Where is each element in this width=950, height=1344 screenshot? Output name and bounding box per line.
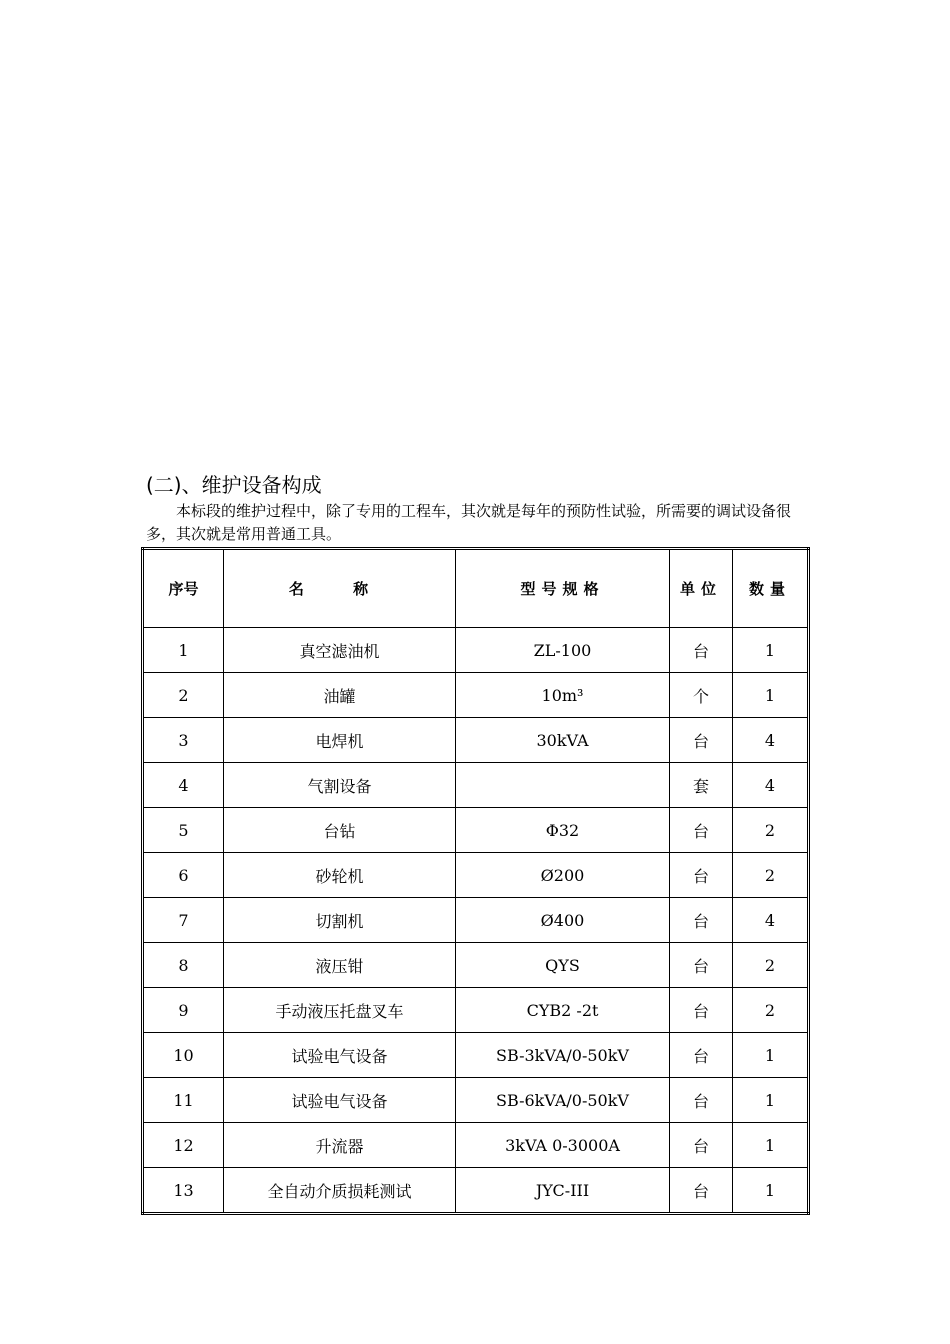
cell-name: 切割机 (224, 898, 456, 943)
cell-index: 8 (143, 943, 224, 988)
cell-quantity: 4 (733, 898, 809, 943)
cell-name: 气割设备 (224, 763, 456, 808)
table-row (143, 943, 809, 988)
table-row (143, 763, 809, 808)
cell-name: 台钻 (224, 808, 456, 853)
cell-quantity: 1 (733, 1033, 809, 1078)
cell-quantity: 1 (733, 1078, 809, 1123)
cell-quantity: 2 (733, 943, 809, 988)
table-row (143, 1078, 809, 1123)
cell-unit: 台 (670, 628, 733, 673)
section-heading: (二)、维护设备构成 (146, 473, 322, 497)
cell-unit: 台 (670, 943, 733, 988)
cell-quantity: 4 (733, 763, 809, 808)
cell-name: 手动液压托盘叉车 (224, 988, 456, 1033)
table-row (143, 1033, 809, 1078)
cell-spec: JYC-III (456, 1168, 670, 1214)
cell-name: 试验电气设备 (224, 1078, 456, 1123)
cell-quantity: 1 (733, 1168, 809, 1214)
cell-quantity: 2 (733, 853, 809, 898)
table-row (143, 1123, 809, 1168)
cell-spec: 10m³ (456, 673, 670, 718)
cell-name: 油罐 (224, 673, 456, 718)
table-row (143, 628, 809, 673)
cell-spec: 3kVA 0-3000A (456, 1123, 670, 1168)
cell-name: 电焊机 (224, 718, 456, 763)
cell-quantity: 2 (733, 988, 809, 1033)
cell-unit: 台 (670, 718, 733, 763)
cell-unit: 台 (670, 808, 733, 853)
cell-spec: 30kVA (456, 718, 670, 763)
cell-index: 3 (143, 718, 224, 763)
cell-index: 12 (143, 1123, 224, 1168)
cell-spec: Φ32 (456, 808, 670, 853)
cell-quantity: 1 (733, 673, 809, 718)
cell-quantity: 4 (733, 718, 809, 763)
cell-unit: 台 (670, 988, 733, 1033)
cell-index: 10 (143, 1033, 224, 1078)
cell-index: 2 (143, 673, 224, 718)
equipment-table (141, 547, 810, 1215)
table-body (143, 628, 809, 1214)
cell-index: 7 (143, 898, 224, 943)
cell-unit: 台 (670, 1123, 733, 1168)
cell-unit: 台 (670, 1168, 733, 1214)
cell-quantity: 1 (733, 628, 809, 673)
cell-spec: QYS (456, 943, 670, 988)
cell-unit: 台 (670, 853, 733, 898)
cell-unit: 台 (670, 898, 733, 943)
cell-spec: ZL-100 (456, 628, 670, 673)
header-unit: 单位 (670, 549, 733, 628)
cell-name: 真空滤油机 (224, 628, 456, 673)
cell-index: 9 (143, 988, 224, 1033)
table-row (143, 673, 809, 718)
cell-spec: Ø200 (456, 853, 670, 898)
table-row (143, 1168, 809, 1214)
cell-name: 液压钳 (224, 943, 456, 988)
cell-spec: Ø400 (456, 898, 670, 943)
cell-index: 4 (143, 763, 224, 808)
cell-quantity: 2 (733, 808, 809, 853)
cell-spec (456, 763, 670, 808)
header-quantity: 数量 (733, 549, 809, 628)
cell-unit: 个 (670, 673, 733, 718)
table-header-row (143, 549, 809, 628)
table-row (143, 808, 809, 853)
cell-name: 试验电气设备 (224, 1033, 456, 1078)
cell-name: 升流器 (224, 1123, 456, 1168)
cell-unit: 台 (670, 1033, 733, 1078)
section-paragraph: 本标段的维护过程中，除了专用的工程车，其次就是每年的预防性试验，所需要的调试设备很多，其次就是常用普通工具。 (146, 502, 792, 543)
cell-index: 5 (143, 808, 224, 853)
table-row (143, 718, 809, 763)
cell-unit: 套 (670, 763, 733, 808)
header-spec: 型号规格 (456, 549, 670, 628)
cell-name: 砂轮机 (224, 853, 456, 898)
header-name: 名 称 (224, 549, 456, 628)
cell-quantity: 1 (733, 1123, 809, 1168)
cell-name: 全自动介质损耗测试 (224, 1168, 456, 1214)
cell-index: 1 (143, 628, 224, 673)
header-index: 序号 (143, 549, 224, 628)
cell-index: 6 (143, 853, 224, 898)
table-row (143, 988, 809, 1033)
cell-spec: SB-6kVA/0-50kV (456, 1078, 670, 1123)
cell-spec: CYB2 -2t (456, 988, 670, 1033)
cell-index: 11 (143, 1078, 224, 1123)
cell-unit: 台 (670, 1078, 733, 1123)
cell-index: 13 (143, 1168, 224, 1214)
table-row (143, 898, 809, 943)
table-row (143, 853, 809, 898)
cell-spec: SB-3kVA/0-50kV (456, 1033, 670, 1078)
